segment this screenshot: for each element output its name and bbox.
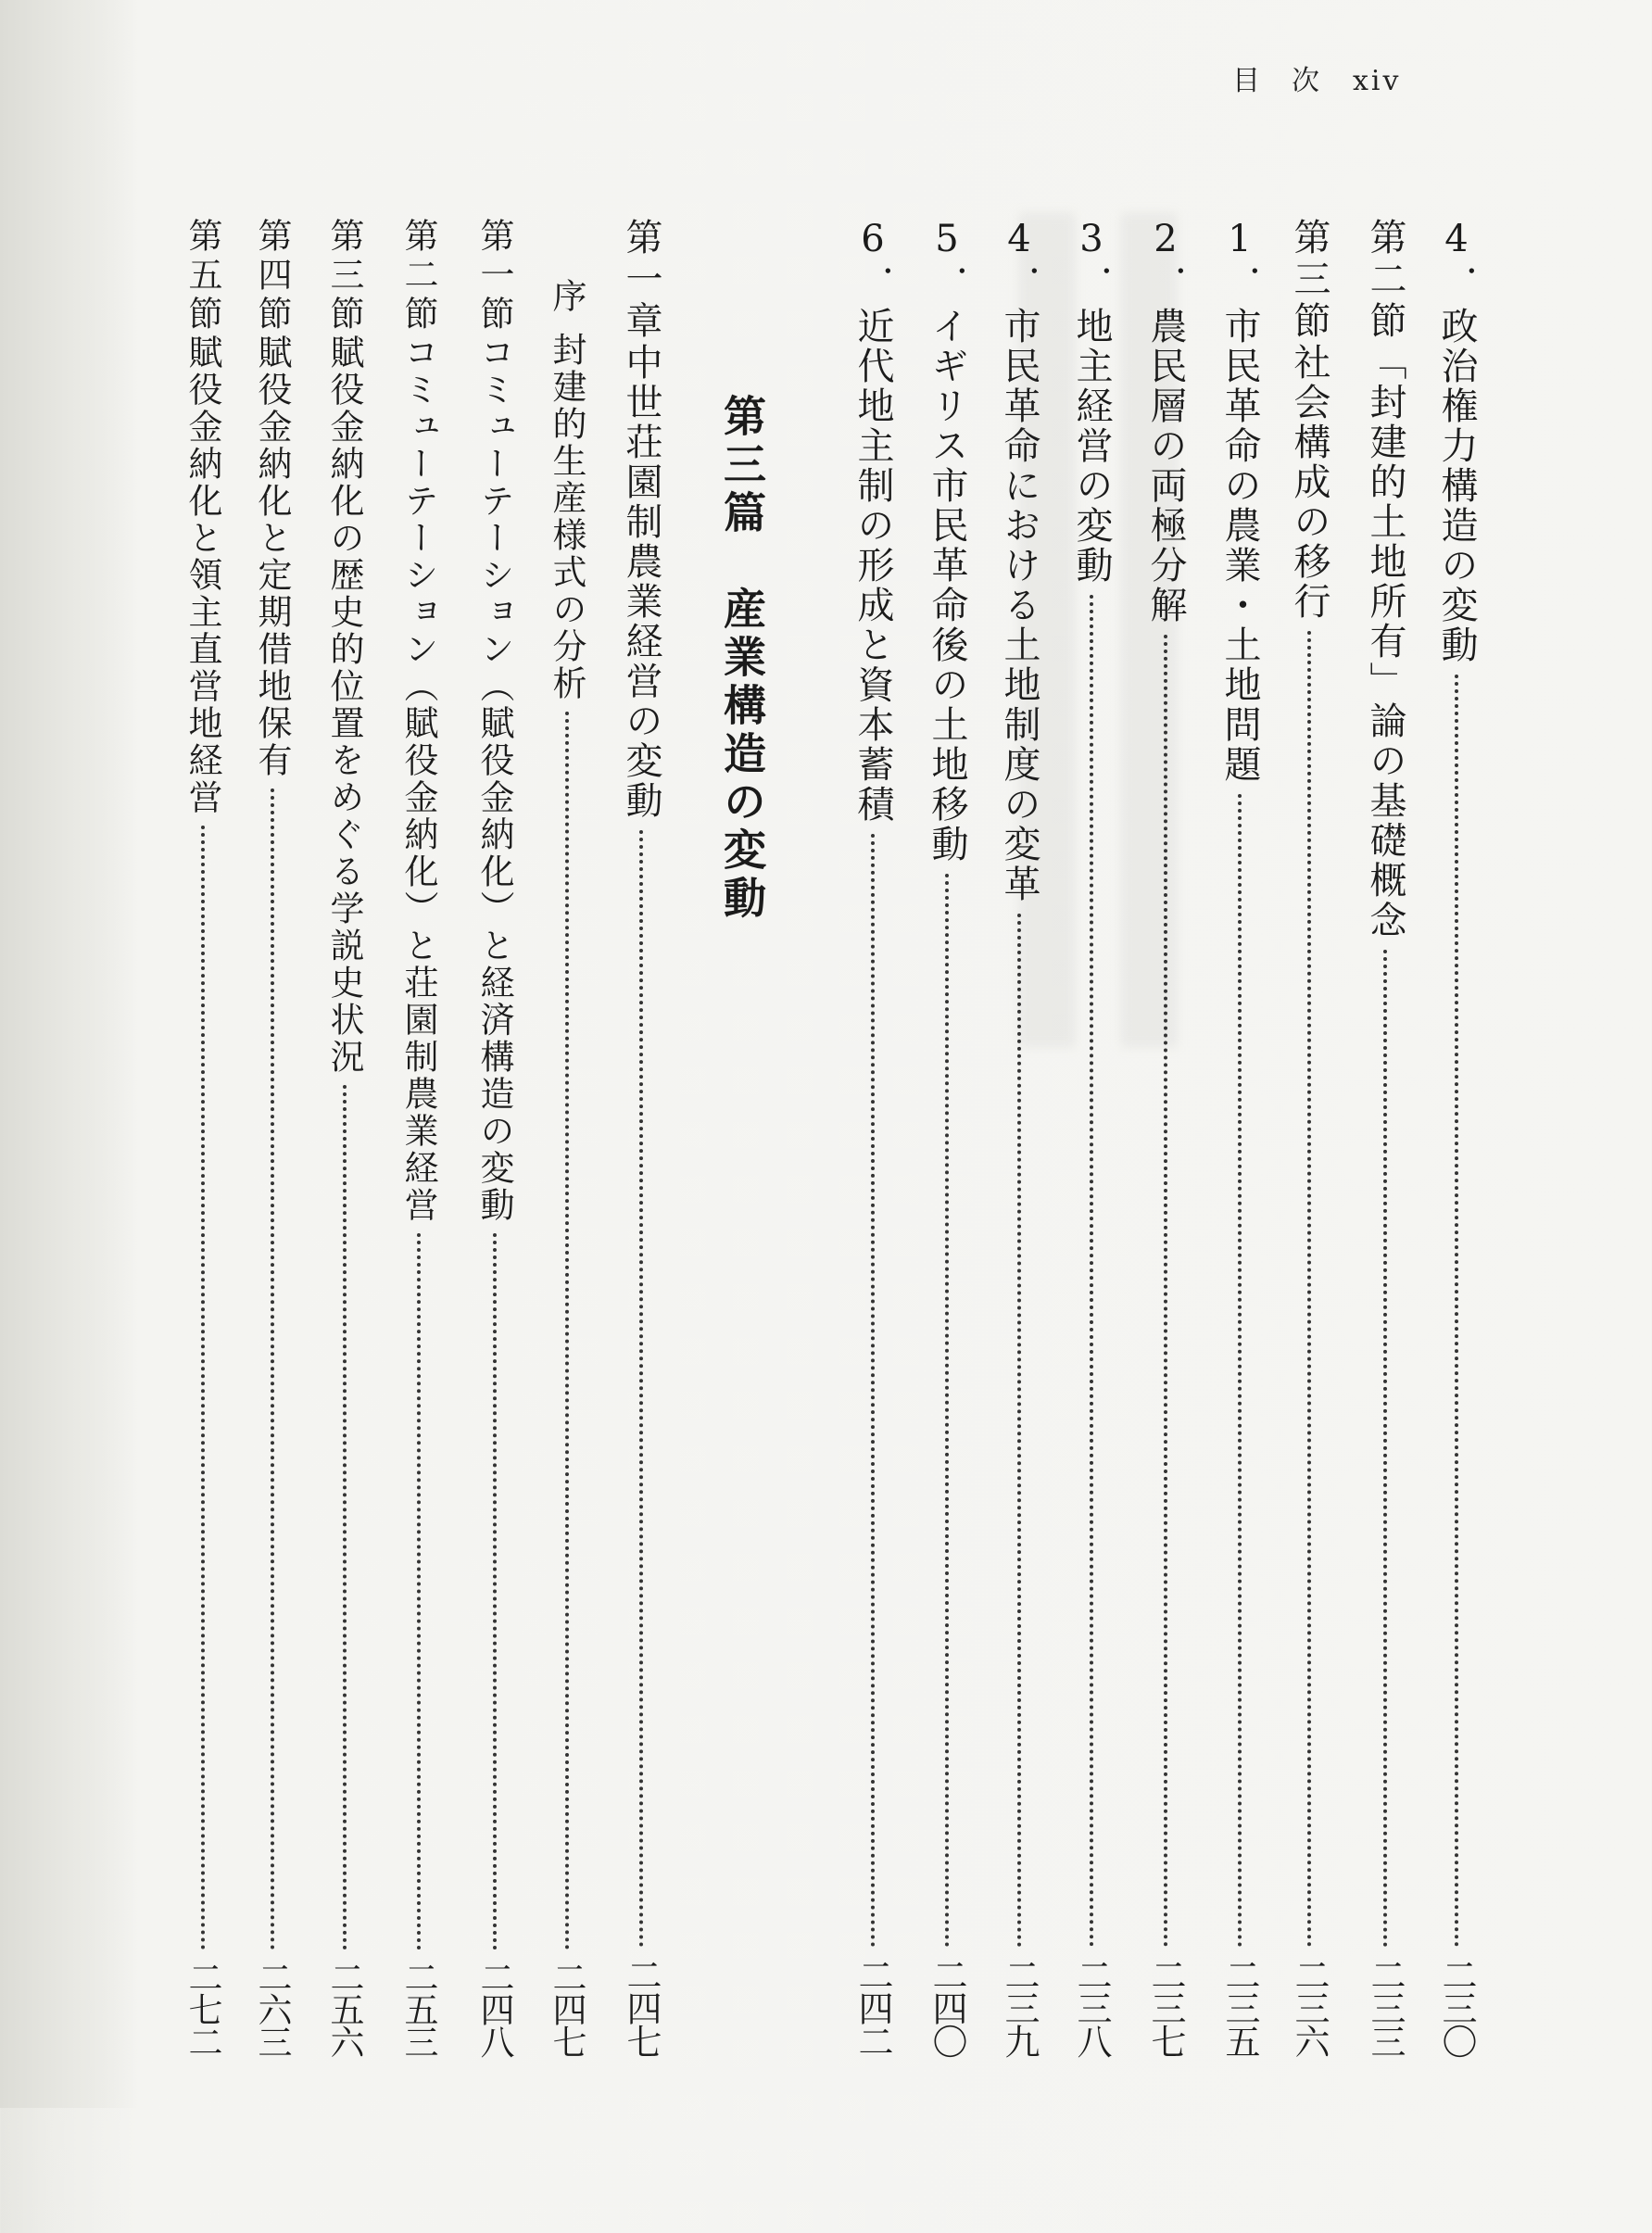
entry-number: 第五節: [183, 218, 222, 334]
toc-entry[interactable]: [1435, 218, 1478, 2057]
toc-entry[interactable]: [620, 218, 662, 2057]
entry-number: 第一節: [474, 218, 514, 334]
dot-leader: [1455, 675, 1458, 1948]
entry-number: 第三節: [324, 218, 364, 334]
part-heading[interactable]: [717, 394, 767, 2233]
entry-title: 農民層の両極分解: [1144, 307, 1187, 625]
entry-title: コミューテーション（賦役金納化）と経済構造の変動: [474, 334, 514, 1224]
toc-entry[interactable]: [185, 218, 220, 2057]
entry-page: 二三八: [1071, 1957, 1112, 2057]
part-title: 第三篇 産業構造の変動: [717, 394, 767, 924]
dot-leader: [945, 874, 949, 1948]
book-gutter-shadow: [0, 0, 139, 2108]
entry-page: 二三九: [999, 1957, 1040, 2057]
running-head: [1232, 57, 1401, 98]
entry-page: 二三〇: [1436, 1957, 1477, 2057]
entry-title: 「封建的土地所有」論の基礎概念: [1364, 343, 1406, 940]
entry-title: 中世荘園制農業経営の変動: [620, 343, 662, 821]
entry-number: 6．: [851, 218, 894, 307]
entry-page: 二四七: [621, 1957, 662, 2057]
dot-leader: [343, 1085, 347, 1950]
entry-page: 二七二: [183, 1960, 222, 2057]
dot-leader: [417, 1233, 421, 1950]
entry-page: 二五三: [398, 1960, 438, 2057]
toc-entry[interactable]: [1288, 218, 1330, 2057]
entry-number: 第二節: [398, 218, 438, 334]
toc-entry[interactable]: [252, 218, 292, 2057]
entry-page: 二四八: [474, 1960, 514, 2057]
dot-leader: [271, 788, 274, 1950]
entry-number: 第三節: [1288, 218, 1330, 343]
entry-number: 第一章: [620, 218, 662, 343]
toc-entry[interactable]: [1144, 218, 1187, 2057]
entry-title: 社会構成の移行: [1288, 343, 1330, 622]
toc-entry[interactable]: [1218, 218, 1261, 2057]
running-head-title: 目 次: [1232, 65, 1321, 97]
entry-number: 第二節: [1364, 218, 1406, 343]
dot-leader: [1307, 631, 1311, 1948]
entry-page: 二三六: [1289, 1957, 1330, 2057]
entry-number: 3．: [1070, 218, 1113, 307]
toc-entry[interactable]: [398, 218, 438, 2057]
entry-page: 二四七: [547, 1960, 586, 2057]
dot-leader: [1017, 914, 1021, 1948]
page-number: xiv: [1353, 65, 1402, 97]
dot-leader: [1090, 595, 1093, 1948]
entry-title: 近代地主制の形成と資本蓄積: [851, 307, 894, 825]
entry-page: 二五六: [324, 1960, 364, 2057]
entry-page: 二四二: [852, 1957, 893, 2057]
toc-entry[interactable]: [1364, 218, 1406, 2057]
dot-leader: [639, 830, 643, 1948]
dot-leader: [1164, 635, 1167, 1948]
entry-title: 地主経営の変動: [1070, 307, 1113, 586]
entry-title: 賦役金納化と領主直営地経営: [183, 334, 222, 816]
entry-title: 政治権力構造の変動: [1435, 307, 1478, 665]
entry-title: コミューテーション（賦役金納化）と荘園制農業経営: [398, 334, 438, 1224]
entry-title: 賦役金納化と定期借地保有: [252, 334, 292, 779]
dot-leader: [201, 826, 205, 1950]
toc-entry[interactable]: [998, 218, 1040, 2057]
entry-number: 第四節: [252, 218, 292, 334]
toc-entry[interactable]: [474, 218, 514, 2057]
entry-title: イギリス市民革命後の土地移動: [926, 307, 968, 864]
entry-number: 1．: [1218, 218, 1261, 307]
toc-entry[interactable]: [549, 278, 584, 2057]
entry-title: 市民革命の農業・土地問題: [1218, 307, 1261, 785]
entry-page: 二三七: [1145, 1957, 1186, 2057]
entry-page: 二六三: [252, 1960, 292, 2057]
dot-leader: [871, 834, 875, 1948]
entry-title: 賦役金納化の歴史的位置をめぐる学説史状況: [324, 334, 364, 1076]
entry-title: 市民革命における土地制度の変革: [998, 307, 1040, 904]
dot-leader: [493, 1233, 497, 1950]
dot-leader: [1383, 950, 1387, 1948]
entry-number: 4．: [998, 218, 1040, 307]
entry-number: 序: [547, 278, 586, 317]
entry-number: 4．: [1435, 218, 1478, 307]
entry-number: 5．: [926, 218, 968, 307]
entry-title: 封建的生産様式の分析: [547, 332, 586, 702]
dot-leader: [565, 712, 569, 1950]
entry-page: 二三三: [1365, 1957, 1406, 2057]
toc-entry[interactable]: [926, 218, 968, 2057]
toc-entry[interactable]: [851, 218, 894, 2057]
toc-entry[interactable]: [1070, 218, 1113, 2057]
entry-page: 二四〇: [927, 1957, 967, 2057]
toc-entry[interactable]: [324, 218, 364, 2057]
entry-page: 二三五: [1219, 1957, 1260, 2057]
entry-number: 2．: [1144, 218, 1187, 307]
dot-leader: [1238, 794, 1242, 1948]
